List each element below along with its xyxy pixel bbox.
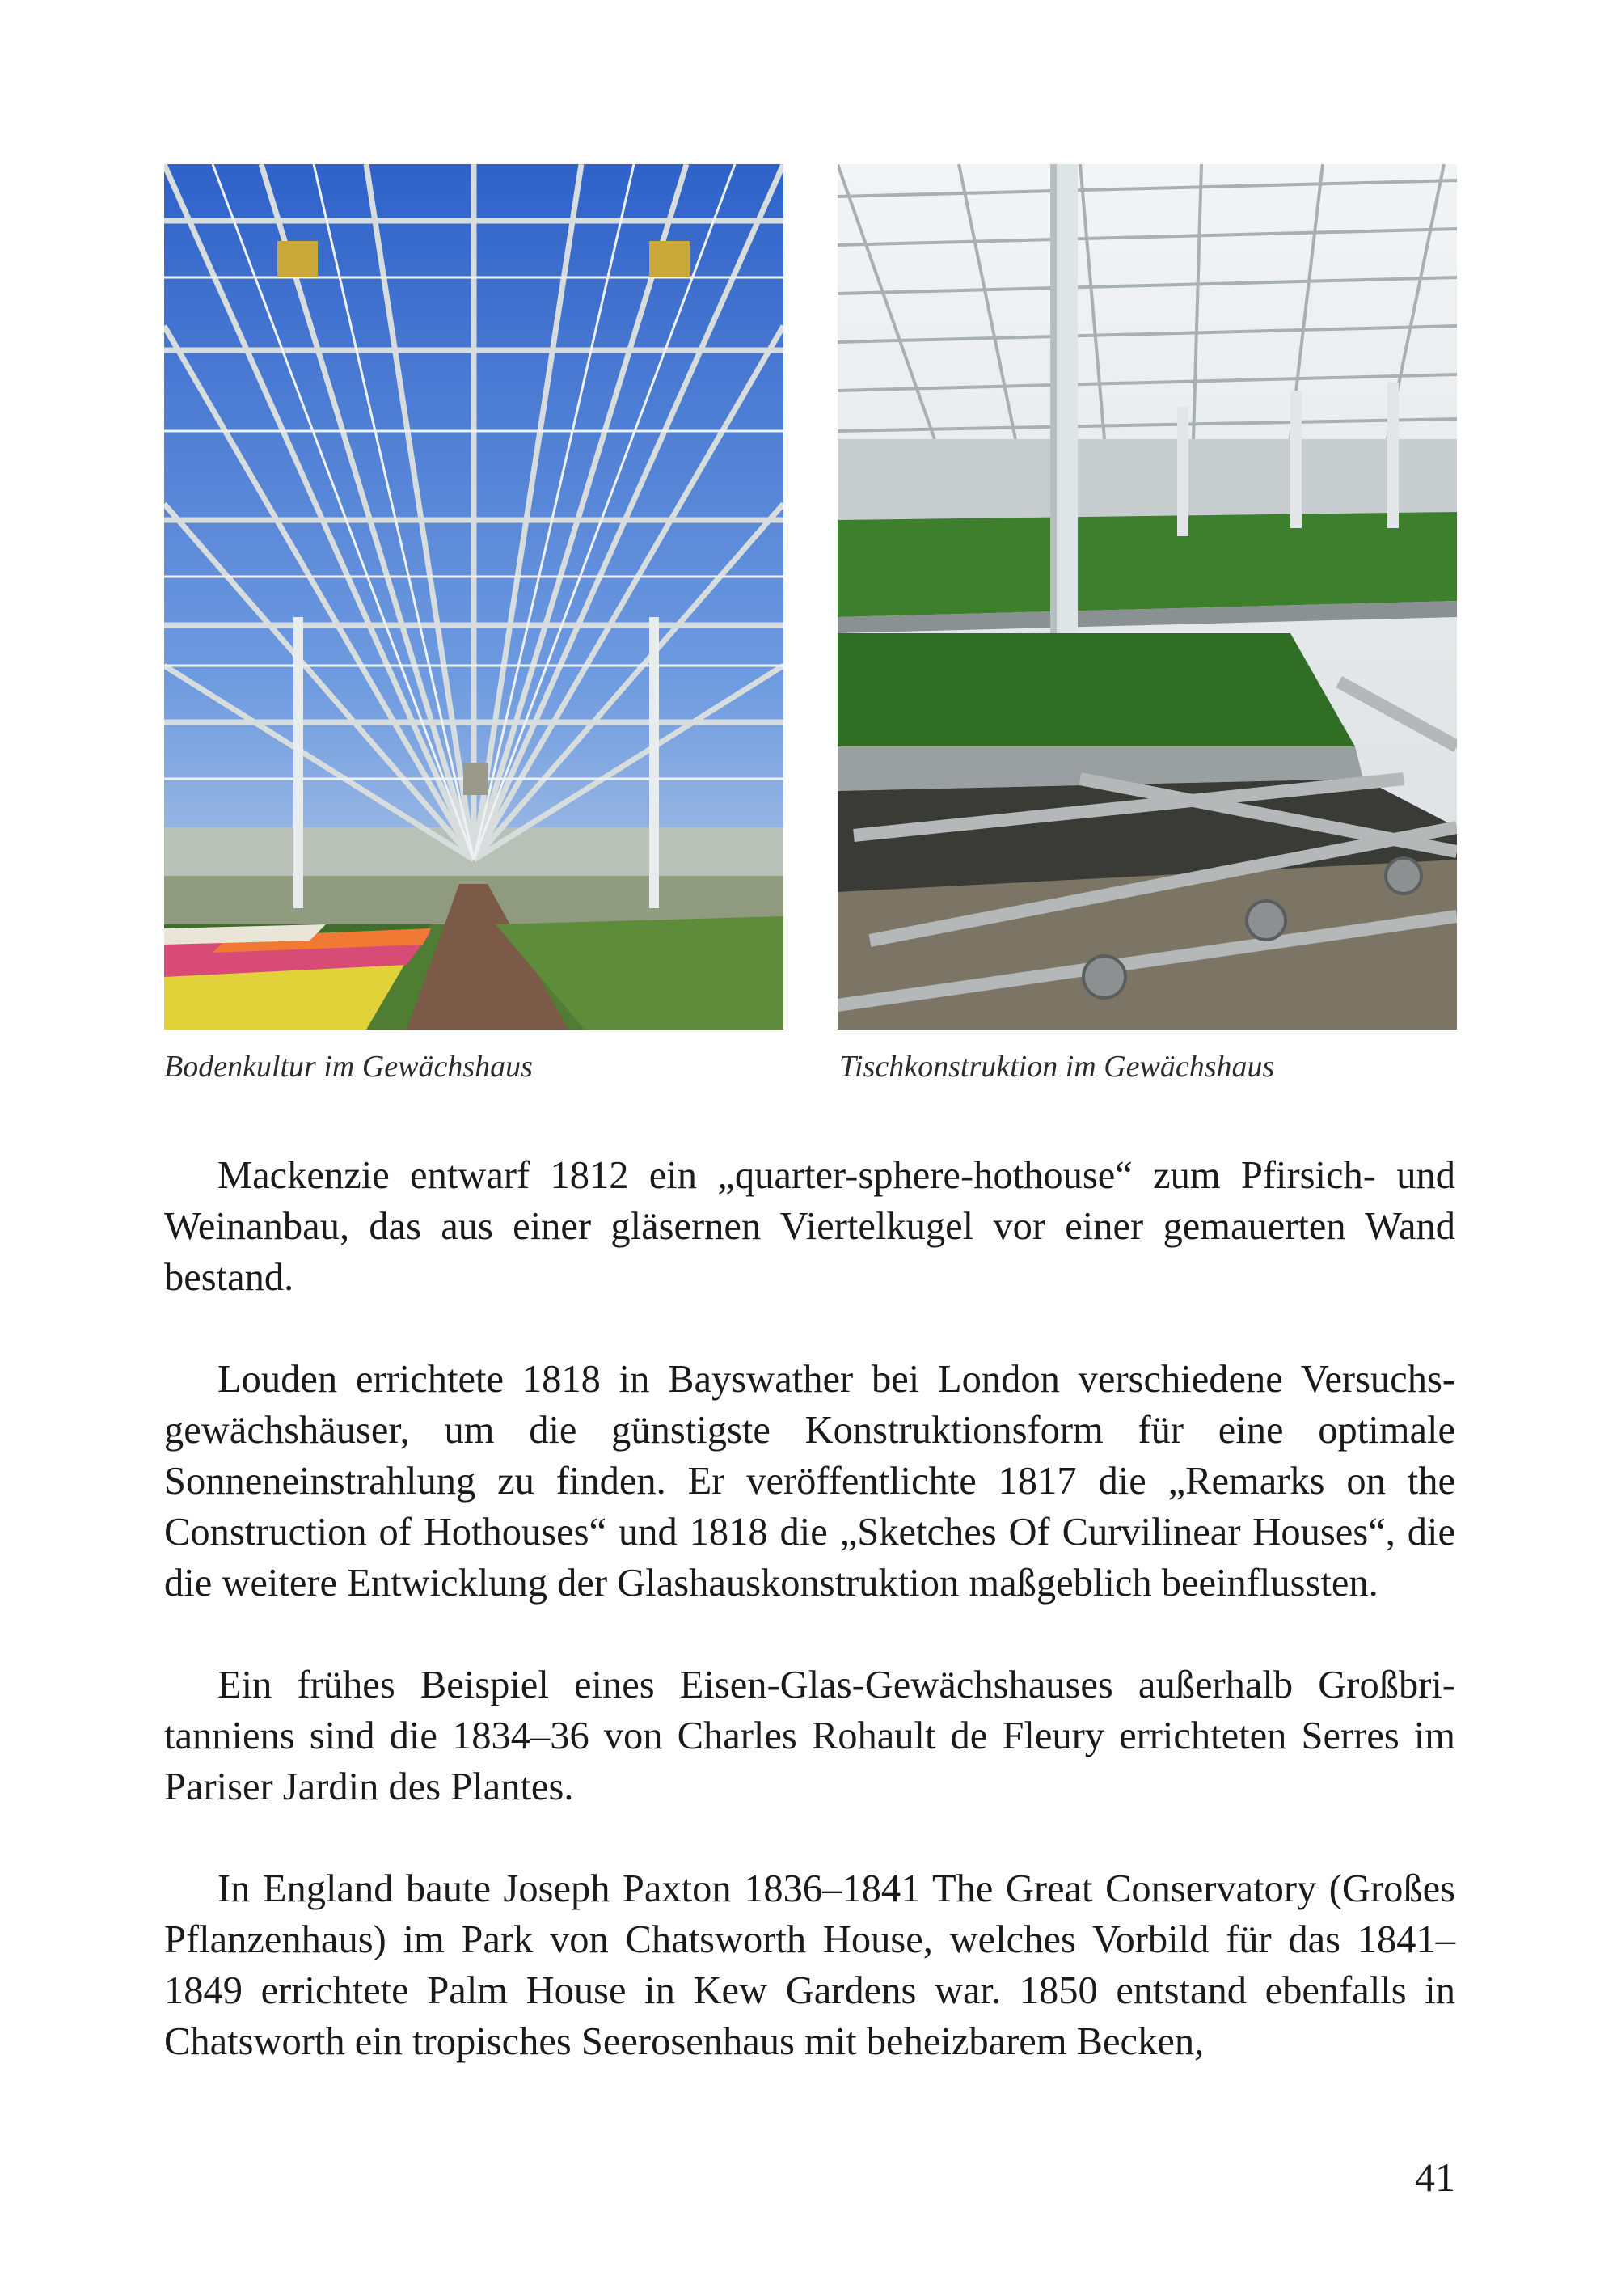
greenhouse-floor-culture-photo [164,164,783,1030]
greenhouse-table-construction-photo [838,164,1457,1030]
body-text [164,1150,1455,2067]
paragraph: Louden errichtete 1818 in Bayswather bei London verschiedene Versuchsgewächshäuser, um die günstigste Konstruktionsform für eine optimale Sonneneinstrahlung zu finden. Er veröffentlichte 1817 die „Remarks on the Construction of Hothouses“ und 1818 die „Sketches Of Curvilinear Houses“, die die weitere Entwicklung der Glashauskonstruktion maßgeblich beeinflussten. [164,1358,1455,1605]
figure-caption: Tischkonstruktion im Gewächshaus [839,1050,1275,1084]
page-number: 41 [1415,2154,1455,2200]
paragraph: In England baute Joseph Paxton 1836–1841 The Great Conservatory (Großes Pflanzenhaus) im Park von Chatsworth House, welches Vorbild für das 1841–1849 errichtete Palm House in Kew Gardens war. 1850 entstand ebenfalls in Chatsworth ein tropisches Seerosenhaus mit beheizbarem Becken, [164,1867,1455,2063]
figure-caption: Bodenkultur im Gewächshaus [164,1050,533,1084]
paragraph: Ein frühes Beispiel eines Eisen-Glas-Gewächshauses außerhalb Großbritanniens sind die 1834–36 von Charles Rohault de Fleury errichteten Serres im Pariser Jardin des Plantes. [164,1664,1455,1808]
paragraph: Mackenzie entwarf 1812 ein „quarter-sphere-hothouse“ zum Pfirsich- und Weinanbau, das aus einer gläsernen Viertelkugel vor einer gemauerten Wand bestand. [164,1154,1455,1299]
